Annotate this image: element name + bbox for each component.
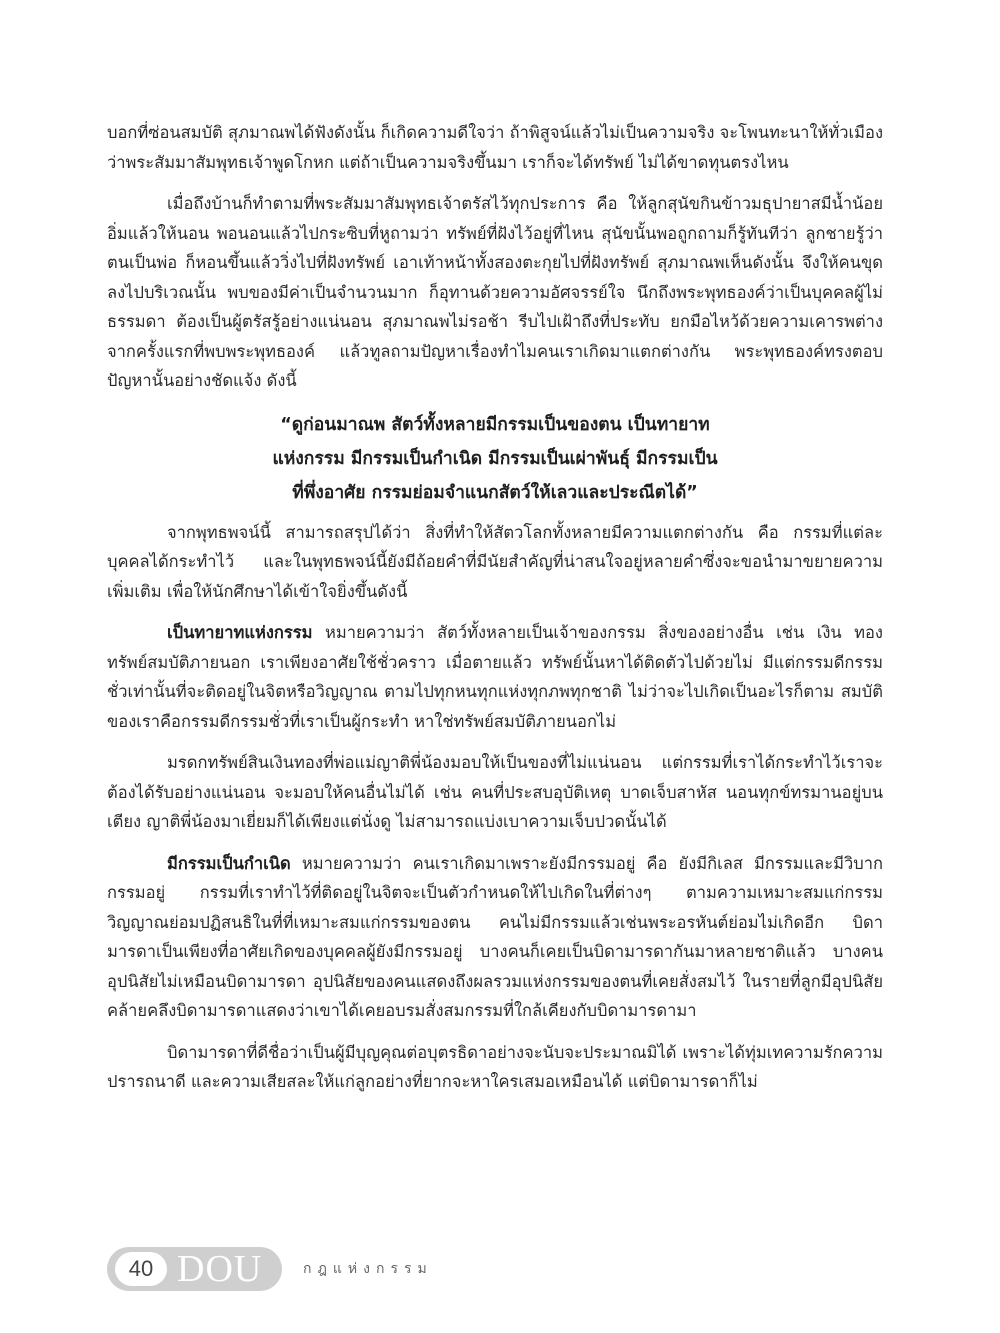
paragraph-3: จากพุทธพจน์นี้ สามารถสรุปได้ว่า สิ่งที่ทำให้สัตวโลกทั้งหลายมีความแตกต่างกัน คือ กรรมที่แต่ละบุคคลได้กระทำไว้ และในพุทธพจน์นี้ยังมีถ้อยคำที่มีนัยสำคัญที่น่าสนใจอยู่หลายคำซึ่งจะขอนำมาขยายความเพิ่มเติม เพื่อให้นักศึกษาได้เข้าใจยิ่งขึ้นดังนี้ [107,522,883,601]
paragraph-6-text: หมายความว่า คนเราเกิดมาเพราะยังมีกรรมอยู่ คือ ยังมีกิเลส มีกรรมและมีวิบากกรรมอยู่ กรรมที่เราทำไว้ที่ติดอยู่ในจิตจะเป็นตัวกำหนดให้ไปเกิดในที่ต่างๆ ตามความเหมาะสมแก่กรรม วิญญาณย่อมปฏิสนธิในที่ที่เหมาะสมแก่กรรมของตน คนไม่มีกรรมแล้วเช่นพระอรหันต์ย่อมไม่เกิดอีก บิดามารดาเป็นเพียงที่อาศัยเกิดของบุคคลผู้ยังมีกรรมอยู่ บางคนก็เคยเป็นบิดามารดากันมาหลายชาติแล้ว บางคนอุปนิสัยไม่เหมือนบิดามารดา อุปนิสัยของคนแสดงถึงผลรวมแห่งกรรมของตนที่เคยสั่งสมไว้ ในรายที่ลูกมีอุปนิสัยคล้ายคลึงบิดามารดาแสดงว่าเขาได้เคยอบรมสั่งสมกรรมที่ใกล้เคียงกับบิดามารดามา [107,853,883,1020]
quote-line-3: ที่พึ่งอาศัย กรรมย่อมจำแนกสัตว์ให้เลวและประณีตได้” [292,482,698,503]
footer-badge [107,1247,282,1291]
paragraph-4-text: หมายความว่า สัตว์ทั้งหลายเป็นเจ้าของกรรม สิ่งของอย่างอื่น เช่น เงิน ทอง ทรัพย์สมบัติภายนอก เราเพียงอาศัยใช้ชั่วคราว เมื่อตายแล้ว ทรัพย์นั้นหาได้ติดตัวไปด้วยไม่ มีแต่กรรมดีกรรมชั่วเท่านั้นที่จะติดอยู่ในจิตหรือวิญญาณ ตามไปทุกหนทุกแห่งทุกภพทุกชาติ ไม่ว่าจะไปเกิดเป็นอะไรก็ตาม สมบัติของเราคือกรรมดีกรรมชั่วที่เราเป็นผู้กระทำ หาใช่ทรัพย์สมบัติภายนอกไม่ [107,623,883,731]
quote-line-2: แห่งกรรม มีกรรมเป็นกำเนิด มีกรรมเป็นเผ่าพันธุ์ มีกรรมเป็น [272,448,718,469]
page-footer [107,1244,527,1294]
term-heir-of-karma: เป็นทายาทแห่งกรรม [167,623,313,642]
paragraph-6 [107,849,883,1026]
paragraph-1: บอกที่ซ่อนสมบัติ สุภมาณพได้ฟังดังนั้น ก็เกิดความดีใจว่า ถ้าพิสูจน์แล้วไม่เป็นความจริง จะโพนทะนาให้ทั่วเมืองว่าพระสัมมาสัมพุทธเจ้าพูดโกหก แต่ถ้าเป็นความจริงขึ้นมา เราก็จะได้ทรัพย์ ไม่ได้ขาดทุนตรงไหน [107,123,884,172]
paragraph-2: เมื่อถึงบ้านก็ทำตามที่พระสัมมาสัมพุทธเจ้าตรัสไว้ทุกประการ คือ ให้ลูกสุนัขกินข้าวมธุปายาสมีน้ำน้อย อิ่มแล้วให้นอน พอนอนแล้วไปกระซิบที่หูถามว่า ทรัพย์ที่ฝังไว้อยู่ที่ไหน สุนัขนั้นพอถูกถามก็รู้ทันทีว่า ลูกชายรู้ว่าตนเป็นพ่อ ก็หอนขึ้นแล้ววิ่งไปที่ฝังทรัพย์ เอาเท้าหน้าทั้งสองตะกุยไปที่ฝังทรัพย์ สุภมาณพเห็นดังนั้น จึงให้คนขุดลงไปบริเวณนั้น พบของมีค่าเป็นจำนวนมาก ก็อุทานด้วยความอัศจรรย์ใจ นึกถึงพระพุทธองค์ว่าเป็นบุคคลผู้ไม่ธรรมดา ต้องเป็นผู้ตรัสรู้อย่างแน่นอน สุภมาณพไม่รอช้า รีบไปเฝ้าถึงที่ประทับ ยกมือไหว้ด้วยความเคารพต่างจากครั้งแรกที่พบพระพุทธองค์ แล้วทูลถามปัญหาเรื่องทำไมคนเราเกิดมาแตกต่างกัน พระพุทธองค์ทรงตอบปัญหานั้นอย่างชัดแจ้ง ดังนี้ [107,194,883,390]
term-karma-as-origin: มีกรรมเป็นกำเนิด [167,853,291,873]
quote-line-1: “ดูก่อนมาณพ สัตว์ทั้งหลายมีกรรมเป็นของตน เป็นทายาท [280,414,710,435]
body-text [107,118,883,1109]
paragraph-7: บิดามารดาที่ดีชื่อว่าเป็นผู้มีบุญคุณต่อบุตรธิดาอย่างจะนับจะประมาณมิได้ เพราะได้ทุ่มเทความรักความปรารถนาดี และความเสียสละให้แก่ลูกอย่างที่ยากจะหาใครเสมอเหมือนได้ แต่บิดามารดาก็ไม่ [107,1042,883,1091]
paragraph-5: มรดกทรัพย์สินเงินทองที่พ่อแม่ญาติพี่น้องมอบให้เป็นของที่ไม่แน่นอน แต่กรรมที่เราได้กระทำไว้เราจะต้องได้รับอย่างแน่นอน จะมอบให้คนอื่นไม่ได้ เช่น คนที่ประสบอุบัติเหตุ บาดเจ็บสาหัส นอนทุกข์ทรมานอยู่บนเตียง ญาติพี่น้องมาเยี่ยมก็ได้เพียงแต่นั่งดู ไม่สามารถแบ่งเบาความเจ็บปวดนั้นได้ [107,753,883,831]
running-title: กฎแห่งกรรม [303,1261,433,1277]
brand-logo: DOU [177,1248,263,1290]
paragraph-4 [107,618,883,736]
buddha-quote [107,408,883,510]
page-number: 40 [115,1252,167,1286]
